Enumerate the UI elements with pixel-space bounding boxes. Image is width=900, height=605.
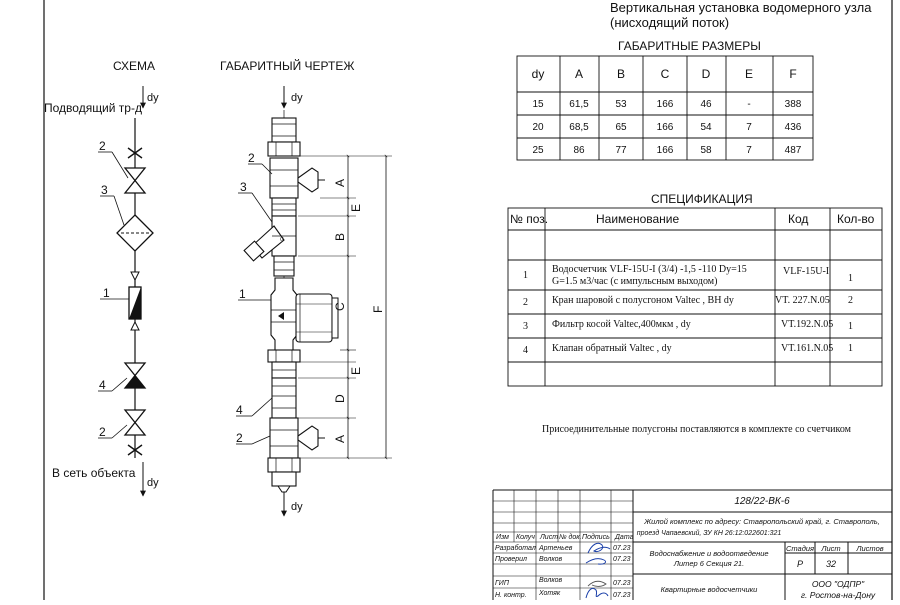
scheme-flow-mark-2 [131, 322, 139, 330]
scheme-callout-1: 1 [103, 286, 110, 300]
scheme-flow-label-bottom: dy [147, 477, 159, 489]
tb-name: Хотяк [539, 590, 561, 597]
drawing-flow-label-bottom: dy [291, 501, 303, 513]
title-block [493, 490, 892, 600]
tb-sheet-value: 32 [825, 559, 837, 569]
tb-col-header: Лист [540, 534, 559, 541]
dims-cell: 166 [656, 99, 674, 110]
drawing-meter-head [296, 294, 332, 342]
spec-row-pos: 4 [523, 345, 528, 356]
dims-header-b: B [616, 67, 626, 81]
spec-row-code: VT. 227.N.05 [775, 295, 830, 306]
tb-col-header: Изм [496, 534, 509, 541]
header-title-line2: (нисходящий поток) [610, 15, 730, 30]
spec-table-title: СПЕЦИФИКАЦИЯ [651, 192, 753, 206]
tb-sheets-header: Листов [856, 544, 884, 553]
dims-header-dy: dy [531, 67, 545, 81]
spec-row-qty: 1 [848, 321, 853, 332]
tb-stage-value: Р [796, 559, 804, 569]
spec-row-name: G=1.5 м3/час (с импульсным выходом) [552, 276, 718, 287]
scheme-valve-bottom [125, 410, 145, 435]
spec-row-name: Фильтр косой Valtec,400мкм , dy [552, 319, 691, 330]
spec-row-qty: 1 [848, 273, 853, 284]
drawing-callout-4: 4 [236, 403, 243, 417]
tb-name: Волков [539, 556, 563, 563]
drawing-callout-1: 1 [239, 287, 246, 301]
tb-col-header: № док. [559, 534, 582, 541]
tb-stage-header: Стадия [785, 544, 815, 553]
scheme-inlet-label: Подводящий тр-д [44, 101, 142, 115]
tb-project-line2: проезд Чапаевский, ЗУ КН 26:12:022601:321 [636, 530, 782, 537]
dimensional-drawing [220, 58, 392, 516]
dims-cell: 68,5 [569, 122, 589, 133]
dim-label-a-bottom: A [333, 434, 347, 443]
scheme-title: СХЕМА [113, 59, 155, 73]
scheme-valve-top [125, 168, 145, 193]
spec-row-name: Клапан обратный Valtec , dy [552, 343, 672, 354]
tb-org-line2: г. Ростов-на-Дону [800, 590, 876, 600]
dims-cell: 20 [532, 122, 544, 133]
spec-table [508, 192, 882, 386]
drawing-callout-3: 3 [240, 180, 247, 194]
dims-cell: 46 [700, 99, 712, 110]
header-title-line1: Вертикальная установка водомерного узла [610, 0, 872, 15]
tb-date: 07.23 [613, 545, 631, 552]
dim-label-d: D [333, 394, 347, 403]
dims-cell: 54 [700, 122, 712, 133]
tb-col-header: Колуч [516, 534, 535, 541]
spec-row-code: VLF-15U-I [783, 266, 830, 277]
drawing-top-union [272, 118, 296, 142]
scheme-outlet-label: В сеть объекта [52, 466, 136, 480]
spec-row-pos: 1 [523, 270, 528, 281]
drawing-ball-valve-top [270, 158, 298, 198]
tb-project-line1: Жилой комплекс по адресу: Ставропольский край, г. Ставрополь, [644, 517, 880, 526]
dims-cell: 86 [573, 145, 585, 156]
spec-row-pos: 2 [523, 297, 528, 308]
tb-role: Разработал [495, 545, 536, 552]
spec-row-pos: 3 [523, 321, 528, 332]
drawing-ball-valve-bottom [270, 418, 298, 458]
svg-text:G: G [280, 237, 284, 243]
signature-1 [588, 543, 610, 553]
scheme-callout-2-top: 2 [99, 139, 106, 153]
drawing-valve-handle-bottom [298, 426, 318, 450]
dims-header-f: F [789, 67, 797, 81]
tb-date: 07.23 [613, 556, 631, 563]
scheme-callout-4: 4 [99, 378, 106, 392]
spec-row-qty: 1 [848, 343, 853, 354]
dims-cell: 15 [532, 99, 544, 110]
dims-cell: 166 [656, 145, 674, 156]
dims-cell: 25 [532, 145, 544, 156]
drawing-valve-handle-top [298, 168, 318, 192]
scheme-flow-label-top: dy [147, 92, 159, 104]
tb-col-header: Подпись [582, 534, 610, 541]
tb-sheet-header: Лист [821, 544, 841, 553]
dims-cell: 77 [615, 145, 627, 156]
drawing-callout-2-top: 2 [248, 151, 255, 165]
dim-label-e-bottom: E [349, 366, 363, 375]
spec-header-pos: № поз. [510, 212, 549, 226]
dim-label-b: B [333, 232, 347, 241]
dim-label-e-top: E [349, 203, 363, 212]
drawing-flow-label-top: dy [291, 92, 303, 104]
dims-table [517, 39, 813, 160]
signature-4 [586, 588, 608, 598]
tb-org-line1: ООО "ОДПР" [811, 579, 865, 589]
tb-name: Волков [539, 577, 563, 584]
dims-cell: 65 [615, 122, 627, 133]
dims-cell: 436 [784, 122, 802, 133]
dims-cell: 388 [784, 99, 802, 110]
tb-role: Н. контр. [495, 592, 527, 599]
tb-col-header: Дата [615, 534, 634, 541]
dims-cell: 166 [656, 122, 674, 133]
dim-label-c: C [333, 302, 347, 311]
signature-3 [588, 581, 606, 586]
tb-stage-title-line1: Водоснабжение и водоотведение [649, 549, 769, 558]
dims-cell: 487 [784, 145, 802, 156]
spec-row-qty: 2 [848, 295, 853, 306]
scheme-flow-mark-1 [131, 272, 139, 280]
dims-header-c: C [660, 67, 670, 81]
tb-name: Артеньев [539, 545, 573, 552]
dims-cell: 61,5 [569, 99, 589, 110]
dims-cell: 7 [746, 122, 752, 133]
scheme-callout-2-bottom: 2 [99, 425, 106, 439]
dims-cell: - [747, 99, 751, 110]
dims-header-a: A [574, 67, 584, 81]
signature-2 [586, 559, 606, 565]
drawing-check-valve [272, 378, 296, 418]
drawing-bottom-union [268, 458, 300, 472]
tb-stage-title-line2: Литер 6 Секция 21. [673, 559, 745, 568]
spec-header-name: Наименование [596, 212, 680, 226]
spec-row-name: Водосчетчик VLF-15U-I (3/4) -1,5 -110 Dy=15 [552, 264, 747, 275]
tb-role: ГИП [495, 580, 509, 587]
dims-header-d: D [701, 67, 711, 81]
dims-table-title: ГАБАРИТНЫЕ РАЗМЕРЫ [618, 39, 761, 53]
dims-header-e: E [744, 67, 754, 81]
dims-cell: 7 [746, 145, 752, 156]
dim-label-a-top: A [333, 178, 347, 187]
spec-header-qty: Кол-во [837, 212, 875, 226]
scheme-callout-3: 3 [101, 183, 108, 197]
dim-label-f: F [371, 305, 385, 313]
spec-header-code: Код [788, 212, 809, 226]
spec-row-code: VT.161.N.05 [781, 343, 834, 354]
tb-date: 07.23 [613, 592, 631, 599]
drawing-callout-2-bottom: 2 [236, 431, 243, 445]
tb-sheet-title: Квартирные водосчетчики [660, 585, 758, 594]
tb-date: 07.23 [613, 580, 631, 587]
dims-cell: 53 [615, 99, 627, 110]
scheme [44, 59, 159, 496]
dims-cell: 58 [700, 145, 712, 156]
spec-row-name: Кран шаровой с полусгоном Valtec , ВН dy [552, 295, 734, 306]
tb-doc-code: 128/22-ВК-6 [734, 496, 790, 507]
drawing-title: ГАБАРИТНЫЙ ЧЕРТЕЖ [220, 59, 355, 73]
spec-row-code: VT.192.N.05 [781, 319, 834, 330]
note-text: Присоединительные полусгоны поставляются в комплекте со счетчиком [542, 424, 851, 435]
tb-role: Проверил [495, 556, 527, 563]
